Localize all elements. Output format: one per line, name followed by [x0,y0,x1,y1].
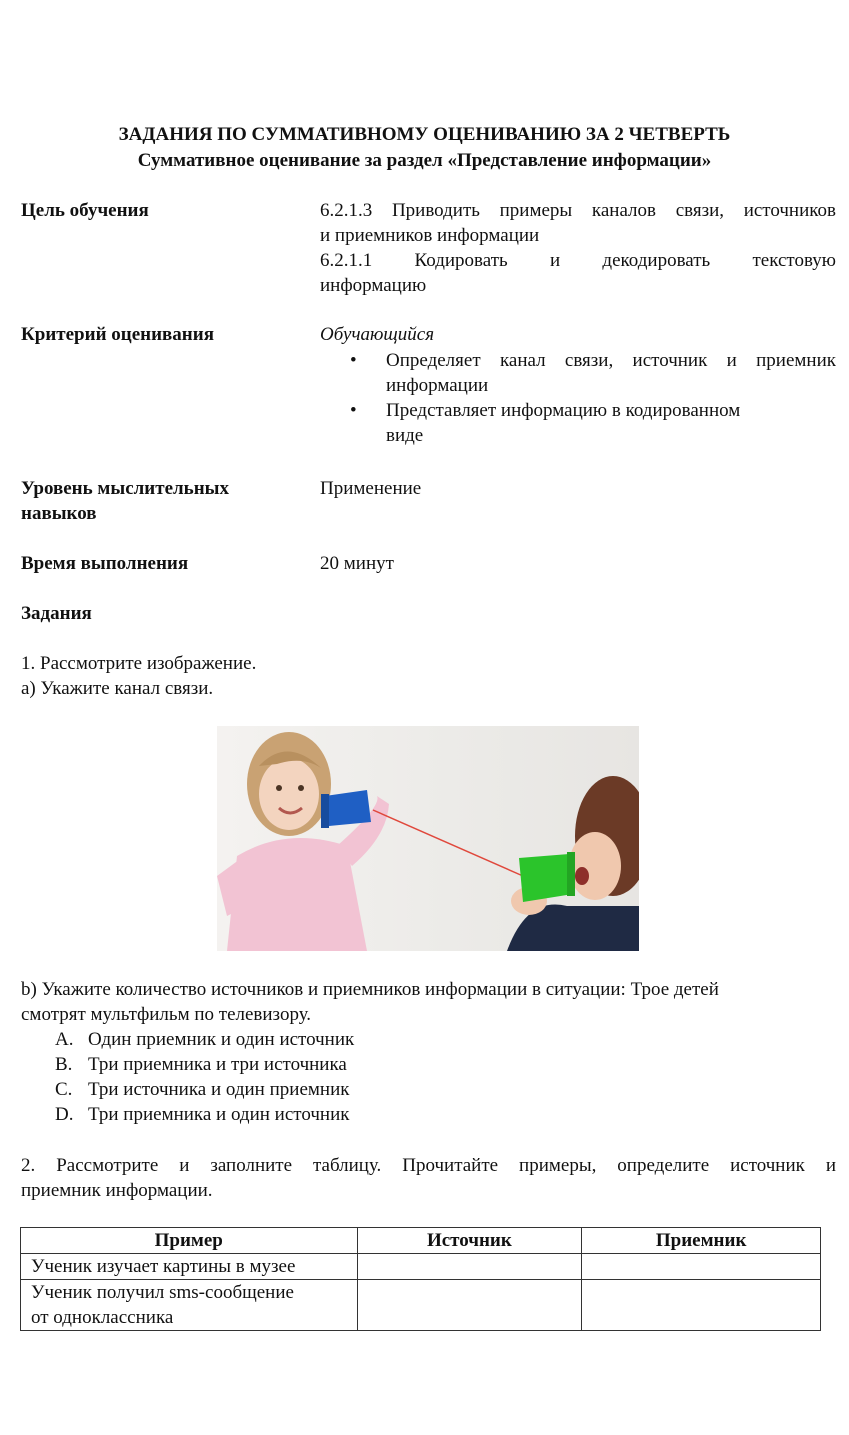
column-header-example: Пример [21,1228,358,1254]
criteria-item-line: Определяет канал связи, источник и приемник [386,350,836,371]
level-label-line: Уровень мыслительных [21,478,229,499]
goal-label: Цель обучения [21,200,149,221]
page-title: ЗАДАНИЯ ПО СУММАТИВНОМУ ОЦЕНИВАНИЮ ЗА 2 ЧЕТВЕРТЬ [118,124,731,145]
goal-line-2: и приемников информации [320,225,540,246]
table-row [21,1280,821,1331]
level-value: Применение [320,478,422,499]
example-line: от одноклассника [31,1307,174,1328]
example-line: Ученик получил sms-сообщение [31,1282,294,1303]
option-text: Один приемник и один источник [88,1029,355,1050]
task-2-line-2: приемник информации. [21,1180,213,1201]
answer-option-c[interactable] [55,1077,655,1102]
time-value: 20 минут [320,553,394,574]
criteria-label: Критерий оценивания [21,324,214,345]
task-1b-line-1: b) Укажите количество источников и приемников информации в ситуации: Трое детей [21,979,719,1000]
answer-option-a[interactable] [55,1027,655,1052]
option-text: Три приемника и один источник [88,1104,350,1125]
example-line: Ученик изучает картины в музее [31,1256,296,1277]
source-cell[interactable] [357,1254,582,1280]
criteria-item-line: Представляет информацию в кодированном [386,400,741,421]
criteria-intro: Обучающийся [320,324,435,345]
page-subtitle: Суммативное оценивание за раздел «Представление информации» [137,150,712,171]
goal-line-3: 6.2.1.1 Кодировать и декодировать текстовую [320,250,836,271]
table-row [21,1254,821,1280]
task-2-line-1: 2. Рассмотрите и заполните таблицу. Прочитайте примеры, определите источник и [21,1155,836,1176]
bullet-icon: • [350,350,357,371]
photo-illustration [217,726,639,951]
option-letter: B. [55,1054,73,1075]
column-header-source: Источник [357,1228,582,1254]
option-letter: A. [55,1029,74,1050]
example-cell [21,1254,358,1280]
level-label [21,476,291,526]
receiver-cell[interactable] [582,1280,821,1331]
criteria-item-line: виде [386,425,424,446]
bullet-icon: • [350,400,357,421]
criteria-list [350,348,836,448]
option-text: Три приемника и три источника [88,1054,347,1075]
level-label-line: навыков [21,503,97,524]
goal-line-4: информацию [320,275,427,296]
answer-table [20,1227,821,1331]
table-header-row [21,1228,821,1254]
criteria-item [350,398,836,448]
option-text: Три источника и один приемник [88,1079,350,1100]
task-1b-line-2: смотрят мультфильм по телевизору. [21,1004,312,1025]
task-1a: a) Укажите канал связи. [21,678,214,699]
receiver-cell[interactable] [582,1254,821,1280]
option-letter: C. [55,1079,73,1100]
column-header-receiver: Приемник [582,1228,821,1254]
photo-tin-can-phone [217,726,639,951]
example-cell [21,1280,358,1331]
tasks-heading: Задания [21,603,92,624]
answer-option-d[interactable] [55,1102,655,1127]
goal-line-1: 6.2.1.3 Приводить примеры каналов связи, источников [320,200,836,221]
time-label: Время выполнения [21,553,189,574]
answer-options [55,1027,655,1127]
answer-option-b[interactable] [55,1052,655,1077]
option-letter: D. [55,1104,74,1125]
criteria-item-line: информации [386,375,489,396]
criteria-item [350,348,836,398]
task-1: 1. Рассмотрите изображение. [21,653,257,674]
source-cell[interactable] [357,1280,582,1331]
